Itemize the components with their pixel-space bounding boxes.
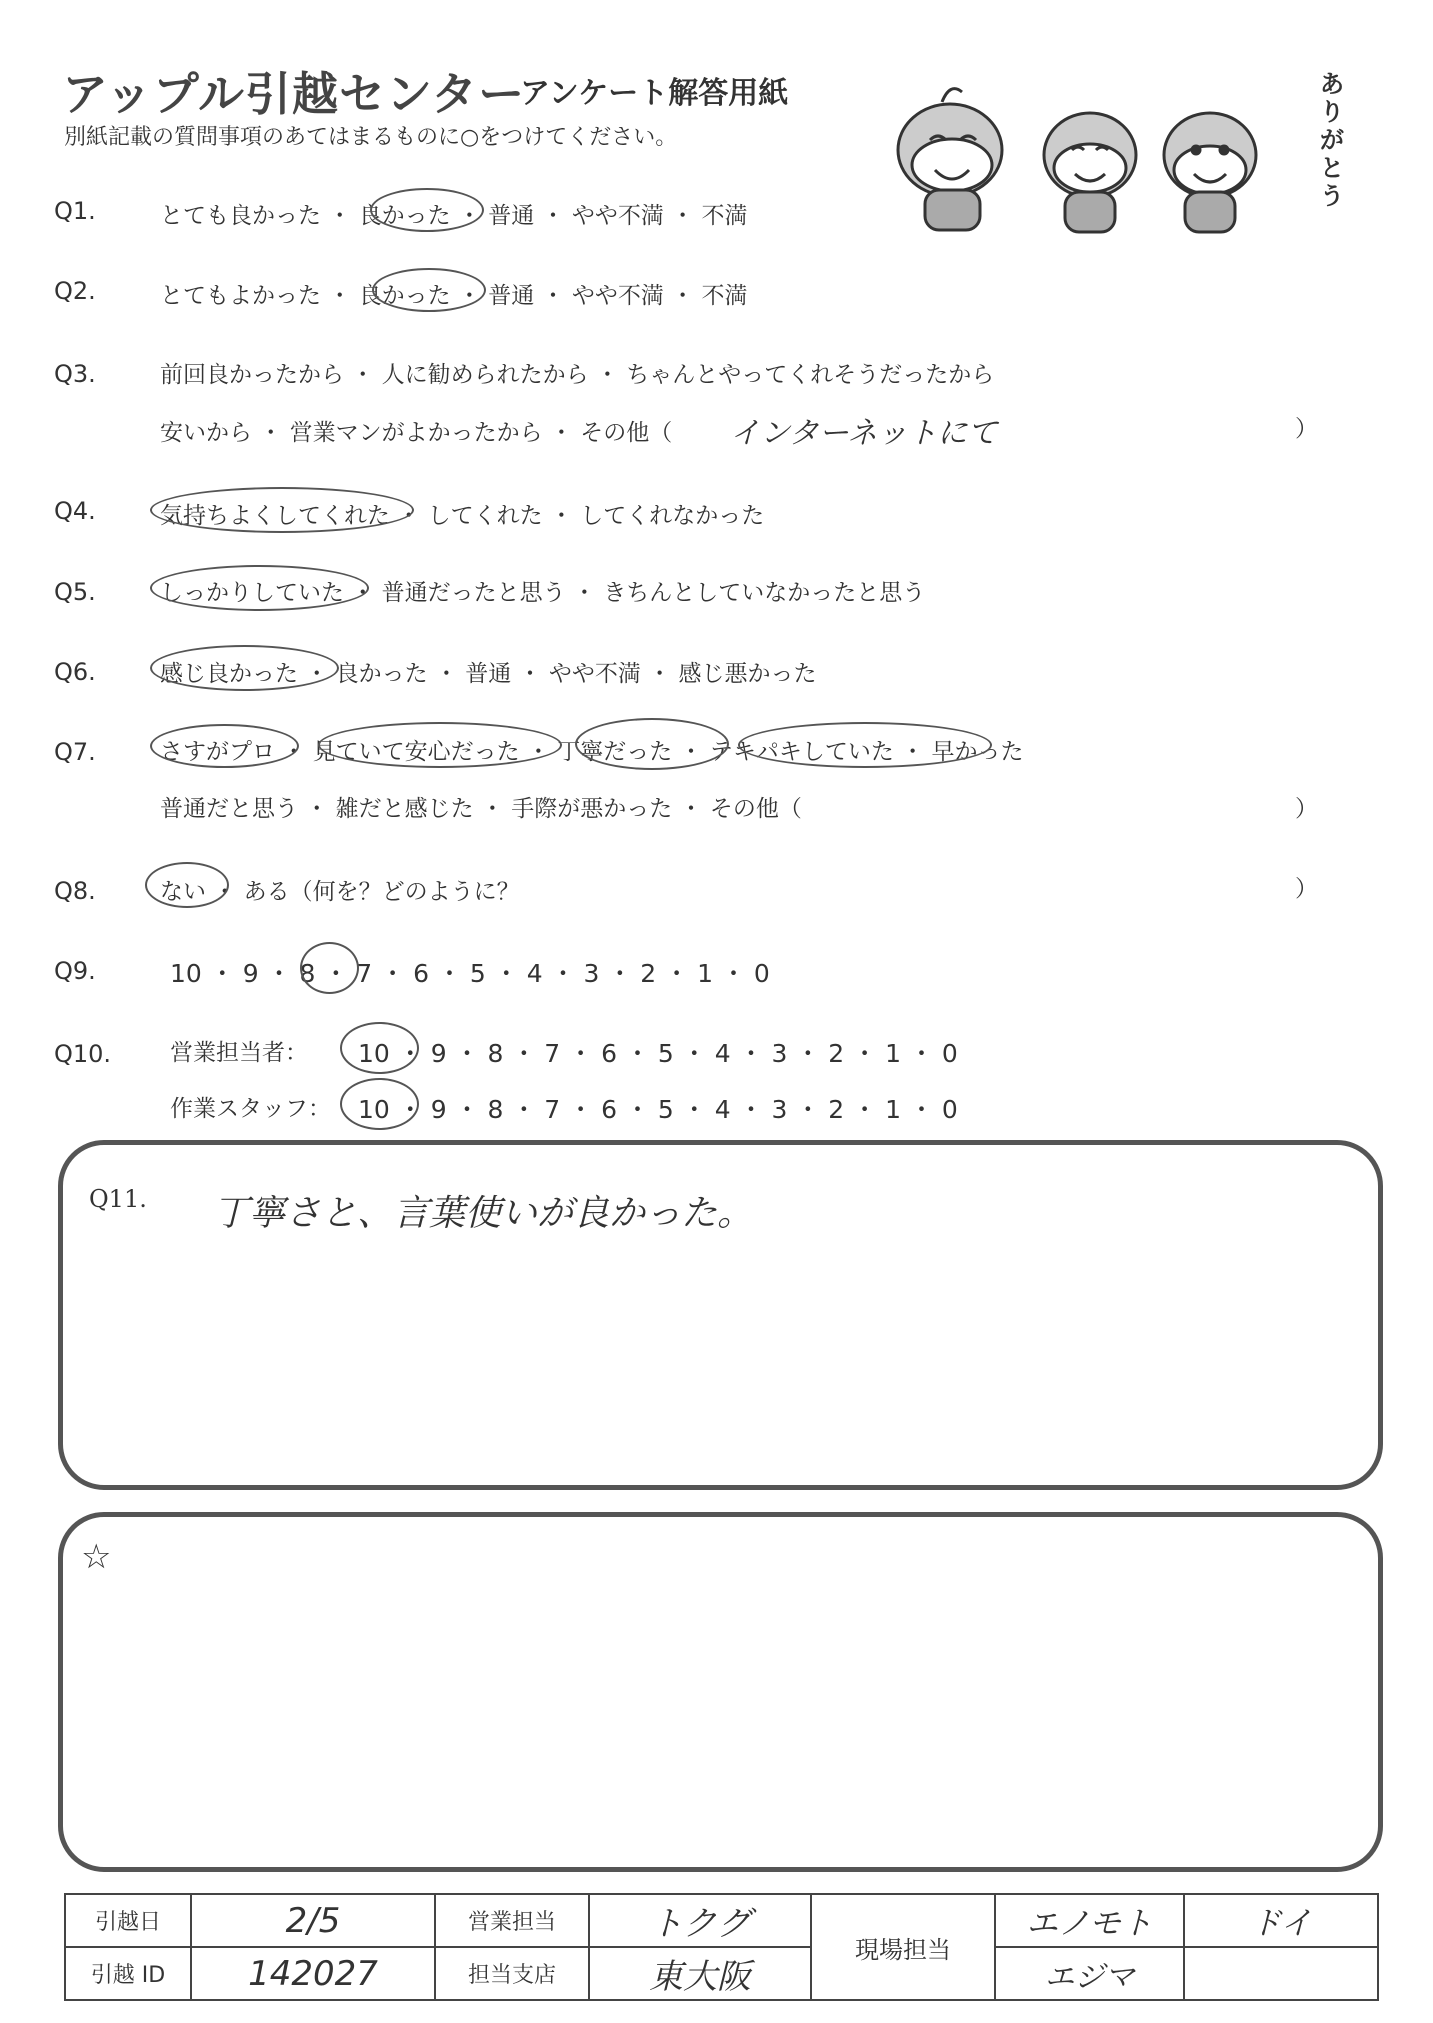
site-value-1: エノモト — [995, 1894, 1184, 1947]
thanks-text: ありがとう — [1320, 70, 1344, 210]
q4-options: 気持ちよくしてくれた ・ してくれた ・ してくれなかった — [160, 503, 765, 529]
q10-staff-answer-circle — [340, 1078, 419, 1130]
q3-line2: 安いから ・ 営業マンがよかったから ・ その他（ — [160, 420, 673, 446]
branch-label: 担当支店 — [435, 1947, 589, 2000]
q3-close-paren: ） — [1295, 416, 1318, 442]
q7-line1: さすがプロ ・ 見ていて安心だった ・ 丁寧だった ・ テキパキしていた ・ 早かった — [160, 739, 1024, 765]
q7-line2: 普通だと思う ・ 雑だと感じた ・ 手際が悪かった ・ その他（ — [160, 796, 802, 822]
mascot-left — [898, 89, 1002, 230]
mascot-middle — [1044, 113, 1136, 232]
q9-answer-circle — [300, 942, 359, 994]
mascot-right — [1164, 113, 1256, 232]
q7-number: Q7. — [54, 738, 96, 766]
q8-close-paren: ） — [1295, 876, 1318, 902]
site-label: 現場担当 — [811, 1894, 995, 2000]
star-mark: ☆ — [81, 1537, 112, 1577]
q8-answer-circle — [145, 862, 229, 908]
q10-sales-label: 営業担当者： — [170, 1040, 308, 1066]
branch-value: 東大阪 — [589, 1947, 811, 2000]
q2-options: とてもよかった ・ 良かった ・ 普通 ・ やや不満 ・ 不満 — [160, 283, 748, 309]
q1-number: Q1. — [54, 197, 96, 225]
mascot-illustration — [880, 70, 1300, 240]
q10-sales-answer-circle — [340, 1022, 419, 1074]
q1-options: とても良かった ・ 良かった ・ 普通 ・ やや不満 ・ 不満 — [160, 203, 748, 229]
q10-sales-scale: 10 ・ 9 ・ 8 ・ 7 ・ 6 ・ 5 ・ 4 ・ 3 ・ 2 ・ 1 ・ 0 — [358, 1039, 958, 1068]
q3-other-answer: インターネットにて — [730, 416, 998, 451]
q11-answer: 丁寧さと、言葉使いが良かった。 — [213, 1193, 754, 1234]
q7-answer-circle-4 — [738, 722, 992, 768]
q5-options: しっかりしていた ・ 普通だったと思う ・ きちんとしていなかったと思う — [160, 580, 926, 606]
q9-number: Q9. — [54, 957, 96, 985]
site-value-3: エジマ — [995, 1947, 1184, 2000]
move-date-value: 2/5 — [191, 1894, 435, 1947]
q7-answer-circle-2 — [318, 722, 562, 768]
company-title: アップル引越センター — [62, 67, 526, 121]
q3-line1: 前回良かったから ・ 人に勧められたから ・ ちゃんとやってくれそうだったから — [160, 362, 995, 388]
q11-number: Q11. — [89, 1185, 147, 1213]
move-id-label: 引越 ID — [65, 1947, 191, 2000]
q5-number: Q5. — [54, 578, 96, 606]
q7-answer-circle-1 — [150, 724, 299, 768]
q5-answer-circle — [150, 565, 369, 611]
q6-options: 感じ良かった ・ 良かった ・ 普通 ・ やや不満 ・ 感じ悪かった — [160, 661, 817, 687]
q2-answer-circle — [372, 268, 486, 312]
star-comment-box — [58, 1512, 1383, 1872]
q3-number: Q3. — [54, 360, 96, 388]
sales-value: トクグ — [589, 1894, 811, 1947]
q10-staff-scale: 10 ・ 9 ・ 8 ・ 7 ・ 6 ・ 5 ・ 4 ・ 3 ・ 2 ・ 1 ・ 0 — [358, 1095, 958, 1124]
q8-number: Q8. — [54, 877, 96, 905]
q7-answer-circle-3 — [575, 718, 729, 770]
q6-number: Q6. — [54, 658, 96, 686]
site-value-empty — [1184, 1947, 1378, 2000]
move-id-value: 142027 — [191, 1947, 435, 2000]
q10-staff-label: 作業スタッフ： — [170, 1096, 331, 1122]
q4-number: Q4. — [54, 497, 96, 525]
footer-table — [64, 1893, 1379, 2001]
q2-number: Q2. — [54, 277, 96, 305]
q1-answer-circle — [370, 188, 484, 232]
form-subtitle: アンケート解答用紙 — [520, 76, 789, 111]
q9-scale: 10 ・ 9 ・ 8 ・ 7 ・ 6 ・ 5 ・ 4 ・ 3 ・ 2 ・ 1 ・ 0 — [170, 959, 770, 988]
q7-close-paren: ） — [1295, 796, 1318, 822]
q6-answer-circle — [150, 645, 339, 691]
q4-answer-circle — [150, 487, 414, 533]
instruction-text: 別紙記載の質問事項のあてはまるものに○をつけてください。 — [64, 125, 678, 150]
sales-label: 営業担当 — [435, 1894, 589, 1947]
site-value-2: ドイ — [1184, 1894, 1378, 1947]
q11-comment-box — [58, 1140, 1383, 1490]
q8-options: ない ・ ある（何を？どのように？ — [160, 879, 520, 905]
q10-number: Q10. — [54, 1040, 112, 1068]
move-date-label: 引越日 — [65, 1894, 191, 1947]
